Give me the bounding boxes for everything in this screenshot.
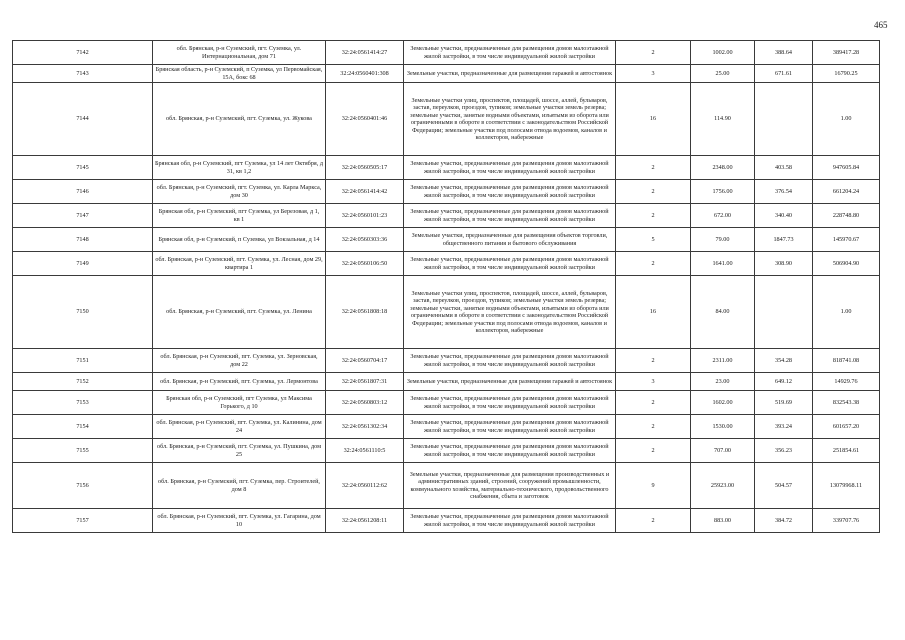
cadastral-value-cell: 1.00 xyxy=(813,276,880,349)
purpose-group-cell: 3 xyxy=(616,65,691,83)
cadastral-value-cell: 251854.61 xyxy=(813,439,880,463)
address-cell: обл. Брянская, р-н Суземский, пгт. Суземка, ул. Карла Маркса, дом 30 xyxy=(153,180,326,204)
row-id-cell: 7146 xyxy=(13,180,153,204)
specific-value-cell: 649.12 xyxy=(755,373,813,391)
purpose-group-cell: 2 xyxy=(616,415,691,439)
cadastral-number-cell: 32:24:0560101:23 xyxy=(326,204,404,228)
area-cell: 707.00 xyxy=(691,439,755,463)
land-purpose-cell: Земельные участки, предназначенные для размещения производственных и административных зданий, строений, сооружений промышленности, коммунального хозяйства, материально-технического, продовольственного снабжения, сбыта и заготовок xyxy=(404,463,616,509)
table-row xyxy=(13,415,880,439)
cadastral-value-cell: 1.00 xyxy=(813,83,880,156)
table-row xyxy=(13,204,880,228)
specific-value-cell: 376.54 xyxy=(755,180,813,204)
table-row xyxy=(13,228,880,252)
cadastral-number-cell: 32:24:0560704:17 xyxy=(326,349,404,373)
specific-value-cell: 356.23 xyxy=(755,439,813,463)
land-purpose-cell: Земельные участки, предназначенные для размещения домов малоэтажной жилой застройки, в том числе индивидуальной жилой застройки xyxy=(404,41,616,65)
land-purpose-cell: Земельные участки, предназначенные для размещения домов малоэтажной жилой застройки, в том числе индивидуальной жилой застройки xyxy=(404,391,616,415)
address-cell: обл. Брянская, р-н Суземский, пгт. Суземка, пер. Строителей, дом 8 xyxy=(153,463,326,509)
land-purpose-cell: Земельные участки, предназначенные для размещения домов малоэтажной жилой застройки, в том числе индивидуальной жилой застройки xyxy=(404,415,616,439)
row-id-cell: 7153 xyxy=(13,391,153,415)
specific-value-cell: 393.24 xyxy=(755,415,813,439)
area-cell: 25.00 xyxy=(691,65,755,83)
land-purpose-cell: Земельные участки, предназначенные для размещения домов малоэтажной жилой застройки, в том числе индивидуальной жилой застройки xyxy=(404,509,616,533)
table-row xyxy=(13,156,880,180)
table-row xyxy=(13,439,880,463)
cadastral-number-cell: 32:24:0561302:34 xyxy=(326,415,404,439)
area-cell: 1641.00 xyxy=(691,252,755,276)
cadastral-value-cell: 14929.76 xyxy=(813,373,880,391)
cadastral-value-cell: 13079968.11 xyxy=(813,463,880,509)
purpose-group-cell: 16 xyxy=(616,83,691,156)
cadastral-value-cell: 506904.90 xyxy=(813,252,880,276)
address-cell: Брянская обл, р-н Суземский, пгт Суземка, ул 14 лет Октября, д 31, кв 1,2 xyxy=(153,156,326,180)
row-id-cell: 7157 xyxy=(13,509,153,533)
row-id-cell: 7151 xyxy=(13,349,153,373)
cadastral-value-cell: 228748.80 xyxy=(813,204,880,228)
purpose-group-cell: 2 xyxy=(616,180,691,204)
table-row xyxy=(13,276,880,349)
row-id-cell: 7143 xyxy=(13,65,153,83)
cadastral-number-cell: 32:24:0560803:12 xyxy=(326,391,404,415)
row-id-cell: 7156 xyxy=(13,463,153,509)
specific-value-cell: 388.64 xyxy=(755,41,813,65)
purpose-group-cell: 2 xyxy=(616,156,691,180)
cadastral-value-cell: 16790.25 xyxy=(813,65,880,83)
row-id-cell: 7150 xyxy=(13,276,153,349)
address-cell: обл. Брянская, р-н Суземский, пгт. Суземка, ул. Ленина xyxy=(153,276,326,349)
address-cell: обл. Брянская, р-н Суземский, пгт. Суземка, ул. Лесная, дом 29, квартира 1 xyxy=(153,252,326,276)
area-cell: 79.00 xyxy=(691,228,755,252)
table-row xyxy=(13,252,880,276)
purpose-group-cell: 2 xyxy=(616,349,691,373)
land-purpose-cell: Земельные участки, предназначенные для размещения домов малоэтажной жилой застройки, в том числе индивидуальной жилой застройки xyxy=(404,439,616,463)
address-cell: Брянская обл, р-н Суземский, п Суземка, ул Вокзальная, д 14 xyxy=(153,228,326,252)
table-row xyxy=(13,65,880,83)
address-cell: обл. Брянская, р-н Суземский, пгт. Суземка, ул. Гагарина, дом 10 xyxy=(153,509,326,533)
area-cell: 883.00 xyxy=(691,509,755,533)
address-cell: обл. Брянская, р-н Суземский, пгт. Суземка, ул. Лермонтова xyxy=(153,373,326,391)
specific-value-cell: 354.28 xyxy=(755,349,813,373)
cadastral-number-cell: 32:24:0561807:31 xyxy=(326,373,404,391)
cadastral-value-cell: 661204.24 xyxy=(813,180,880,204)
address-cell: Брянская область, р-н Суземский, п Суземка, ул Первомайская, 15А, бокс 68 xyxy=(153,65,326,83)
cadastral-number-cell: 32:24:0561808:18 xyxy=(326,276,404,349)
purpose-group-cell: 16 xyxy=(616,276,691,349)
table-row xyxy=(13,83,880,156)
land-purpose-cell: Земельные участки улиц, проспектов, площадей, шоссе, аллей, бульваров, застав, переулков, проездов, тупиков; земельные участки земель резерва; земельные участки, занятые водными объектами, изъятыми из оборота или ограниченными в обороте в соответствии с законодательством Российской Федерации; земельные участки под полосами отвода водоемов, каналов и коллекторов, набережные xyxy=(404,83,616,156)
table-row xyxy=(13,41,880,65)
area-cell: 1002.00 xyxy=(691,41,755,65)
land-purpose-cell: Земельные участки, предназначенные для размещения домов малоэтажной жилой застройки, в том числе индивидуальной жилой застройки xyxy=(404,349,616,373)
cadastral-value-cell: 818741.08 xyxy=(813,349,880,373)
cadastral-value-cell: 601657.20 xyxy=(813,415,880,439)
row-id-cell: 7152 xyxy=(13,373,153,391)
specific-value-cell: 1847.73 xyxy=(755,228,813,252)
specific-value-cell: 403.58 xyxy=(755,156,813,180)
cadastral-number-cell: 32:24:0560303:36 xyxy=(326,228,404,252)
cadastral-number-cell: 32:24:0561414:27 xyxy=(326,41,404,65)
specific-value-cell xyxy=(755,276,813,349)
cadastral-number-cell: 32:24:0560401:308 xyxy=(326,65,404,83)
cadastral-number-cell: 32:24:0560106:50 xyxy=(326,252,404,276)
row-id-cell: 7148 xyxy=(13,228,153,252)
row-id-cell: 7145 xyxy=(13,156,153,180)
address-cell: обл. Брянская, р-н Суземский, пгт. Суземка, ул. Жукова xyxy=(153,83,326,156)
row-id-cell: 7149 xyxy=(13,252,153,276)
area-cell: 114.90 xyxy=(691,83,755,156)
land-purpose-cell: Земельные участки, предназначенные для размещения гаражей и автостоянок xyxy=(404,373,616,391)
address-cell: Брянская обл, р-н Суземский, пгт Суземка, ул Максима Горького, д 10 xyxy=(153,391,326,415)
cadastral-number-cell: 32:24:0561208:11 xyxy=(326,509,404,533)
cadastral-value-cell: 832543.38 xyxy=(813,391,880,415)
area-cell: 1756.00 xyxy=(691,180,755,204)
specific-value-cell: 308.90 xyxy=(755,252,813,276)
cadastral-number-cell: 32:24:0560112:62 xyxy=(326,463,404,509)
cadastral-number-cell: 32:24:0561110:5 xyxy=(326,439,404,463)
row-id-cell: 7144 xyxy=(13,83,153,156)
area-cell: 84.00 xyxy=(691,276,755,349)
table-row xyxy=(13,373,880,391)
specific-value-cell: 384.72 xyxy=(755,509,813,533)
row-id-cell: 7142 xyxy=(13,41,153,65)
specific-value-cell: 504.57 xyxy=(755,463,813,509)
purpose-group-cell: 2 xyxy=(616,439,691,463)
specific-value-cell: 340.40 xyxy=(755,204,813,228)
land-purpose-cell: Земельные участки, предназначенные для размещения гаражей и автостоянок xyxy=(404,65,616,83)
land-purpose-cell: Земельные участки, предназначенные для размещения домов малоэтажной жилой застройки, в том числе индивидуальной жилой застройки xyxy=(404,204,616,228)
address-cell: обл. Брянская, р-н Суземский, пгт. Суземка, ул. Интернациональная, дом 71 xyxy=(153,41,326,65)
area-cell: 672.00 xyxy=(691,204,755,228)
area-cell: 23.00 xyxy=(691,373,755,391)
table-row xyxy=(13,349,880,373)
cadastral-value-cell: 947605.84 xyxy=(813,156,880,180)
area-cell: 1602.00 xyxy=(691,391,755,415)
land-purpose-cell: Земельные участки, предназначенные для размещения домов малоэтажной жилой застройки, в том числе индивидуальной жилой застройки xyxy=(404,156,616,180)
address-cell: Брянская обл, р-н Суземский, пгт Суземка, ул Березовая, д 1, кв 1 xyxy=(153,204,326,228)
cadastral-number-cell: 32:24:0560505:17 xyxy=(326,156,404,180)
purpose-group-cell: 2 xyxy=(616,391,691,415)
table-row xyxy=(13,391,880,415)
land-registry-table xyxy=(12,40,880,533)
purpose-group-cell: 3 xyxy=(616,373,691,391)
area-cell: 25923.00 xyxy=(691,463,755,509)
specific-value-cell: 671.61 xyxy=(755,65,813,83)
purpose-group-cell: 9 xyxy=(616,463,691,509)
cadastral-value-cell: 339707.76 xyxy=(813,509,880,533)
purpose-group-cell: 2 xyxy=(616,41,691,65)
area-cell: 2348.00 xyxy=(691,156,755,180)
table-row xyxy=(13,180,880,204)
address-cell: обл. Брянская, р-н Суземский, пгт. Суземка, ул. Зерновская, дом 22 xyxy=(153,349,326,373)
land-purpose-cell: Земельные участки улиц, проспектов, площадей, шоссе, аллей, бульваров, застав, переулков, проездов, тупиков; земельные участки земель резерва; земельные участки, занятые водными объектами, изъятыми из оборота или ограниченными в обороте в соответствии с законодательством Российской Федерации; земельные участки под полосами отвода водоемов, каналов и коллекторов, набережные xyxy=(404,276,616,349)
row-id-cell: 7147 xyxy=(13,204,153,228)
land-purpose-cell: Земельные участки, предназначенные для размещения объектов торговли, общественного питания и бытового обслуживания xyxy=(404,228,616,252)
cadastral-number-cell: 32:24:0561414:42 xyxy=(326,180,404,204)
land-purpose-cell: Земельные участки, предназначенные для размещения домов малоэтажной жилой застройки, в том числе индивидуальной жилой застройки xyxy=(404,180,616,204)
table-row xyxy=(13,463,880,509)
page-number: 465 xyxy=(874,20,888,30)
row-id-cell: 7155 xyxy=(13,439,153,463)
address-cell: обл. Брянская, р-н Суземский, пгт. Суземка, ул. Калинина, дом 24 xyxy=(153,415,326,439)
purpose-group-cell: 2 xyxy=(616,252,691,276)
cadastral-number-cell: 32:24:0560401:46 xyxy=(326,83,404,156)
table-row xyxy=(13,509,880,533)
land-purpose-cell: Земельные участки, предназначенные для размещения домов малоэтажной жилой застройки, в том числе индивидуальной жилой застройки xyxy=(404,252,616,276)
address-cell: обл. Брянская, р-н Суземский, пгт. Суземка, ул. Пушкина, дом 25 xyxy=(153,439,326,463)
purpose-group-cell: 2 xyxy=(616,204,691,228)
table-body xyxy=(13,41,880,533)
area-cell: 1530.00 xyxy=(691,415,755,439)
purpose-group-cell: 5 xyxy=(616,228,691,252)
specific-value-cell xyxy=(755,83,813,156)
area-cell: 2311.00 xyxy=(691,349,755,373)
row-id-cell: 7154 xyxy=(13,415,153,439)
purpose-group-cell: 2 xyxy=(616,509,691,533)
cadastral-value-cell: 389417.28 xyxy=(813,41,880,65)
cadastral-value-cell: 145970.67 xyxy=(813,228,880,252)
specific-value-cell: 519.69 xyxy=(755,391,813,415)
